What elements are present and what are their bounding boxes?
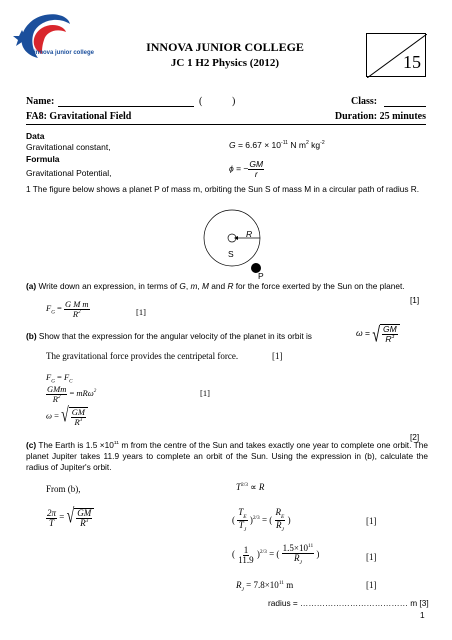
part-b-line1-mark: [1] [272, 351, 283, 361]
sun-label: S [228, 249, 234, 259]
constant-label: Gravitational constant, [26, 142, 111, 152]
college-logo [8, 8, 95, 68]
constant-value: $G = 6.67 \times 10^{-11}$ N $m^2$ $kg^{-2}$ [229, 140, 325, 150]
radius-label: R [246, 229, 253, 239]
class-line [384, 106, 426, 107]
part-b-question: (b) Show that the expression for the angular velocity of the planet in its orbit is [26, 331, 312, 341]
part-b-working: $F_G = F_C$ $\frac{\text{GMm}}{R^2}$ = mRω$^2$ ω = √ $\frac{GM}{R^3}$ [46, 372, 97, 428]
part-c-subst-eq: ( $\frac{1}{11.9}$ )$^{2/3}$ = ( $\frac{1.5\times 10^{11}}{R_J}$ ) [232, 543, 320, 566]
part-c-mark2: [1] [366, 552, 377, 562]
planet-label: P [258, 271, 264, 281]
question-1-stem: 1 The figure below shows a planet P of mass m, orbiting the Sun S of mass M in a circular path of radius R. [26, 184, 420, 194]
duration: Duration: 25 minutes [334, 111, 426, 122]
part-c-left-eq: $\frac{2\pi}{T}$ = √ $\frac{GM}{R^3}$ [46, 508, 94, 528]
data-heading: Data [26, 131, 45, 141]
part-a-answer-mark: [1] [136, 307, 146, 317]
part-b-total-mark: [2] [410, 432, 420, 442]
name-label: Name: [26, 96, 55, 107]
part-a-mark: [1] [410, 295, 420, 305]
class-label: Class: [351, 96, 378, 107]
part-c-result: $R_J = 7.8\times 10^{11}$ m [236, 580, 294, 593]
part-c-question: (c) The Earth is $1.5 \times 10^{11}$ m from the centre of the Sun and takes exactly one year to complete one orbit. The planet Jupiter takes 11.9 years to complete an orbit of the Sun. Using the expression in (b), calculate the radius of Jupiter's orbit. [26, 440, 428, 472]
part-c-proportion: $T^{2/3} \propto R$ [236, 482, 265, 492]
part-b-omega-expr: ω = √ $\frac{GM}{R^3}$ [356, 324, 400, 343]
part-b-eq-mark: [1] [200, 388, 210, 398]
school-name: INNOVA JUNIOR COLLEGE [146, 40, 304, 54]
orbit-diagram [190, 196, 280, 286]
page-number: 1 [420, 610, 425, 620]
course-name: JC 1 H2 Physics (2012) [170, 57, 280, 69]
radius-answer-line: radius = ………………………………… m [3] [268, 598, 429, 608]
logo-text: innova junior college [34, 50, 95, 56]
part-c-mark1: [1] [366, 516, 377, 526]
header-divider [26, 124, 426, 125]
name-line [58, 106, 194, 107]
from-b-label: From (b), [46, 484, 81, 494]
part-c-mark3: [1] [366, 580, 377, 590]
part-a-question: (a) Write down an expression, in terms of G, m, M and R for the force exerted by the Sun on the planet. [26, 281, 405, 291]
part-b-line1: The gravitational force provides the centripetal force. [46, 351, 239, 361]
index-paren-open: ( [199, 96, 203, 107]
formula-heading: Formula [26, 154, 60, 164]
part-c-ratio-eq: ( $\frac{T_E}{T_J}$ )$^{2/3}$ = ( $\frac{R_E}{R_J}$ ) [232, 507, 291, 533]
potential-label: Gravitational Potential, [26, 168, 112, 178]
assessment-title: FA8: Gravitational Field [26, 111, 132, 122]
marks-box [366, 33, 426, 77]
part-a-answer: $F_G$ = $\frac{\text{G M m}}{R^2}$ [46, 299, 89, 319]
total-marks: 15 [403, 52, 421, 72]
swirl-logo-icon [8, 8, 88, 68]
index-paren-close: ) [232, 96, 236, 107]
potential-formula: ϕ = − $\frac{GM}{r}$ [229, 159, 264, 179]
